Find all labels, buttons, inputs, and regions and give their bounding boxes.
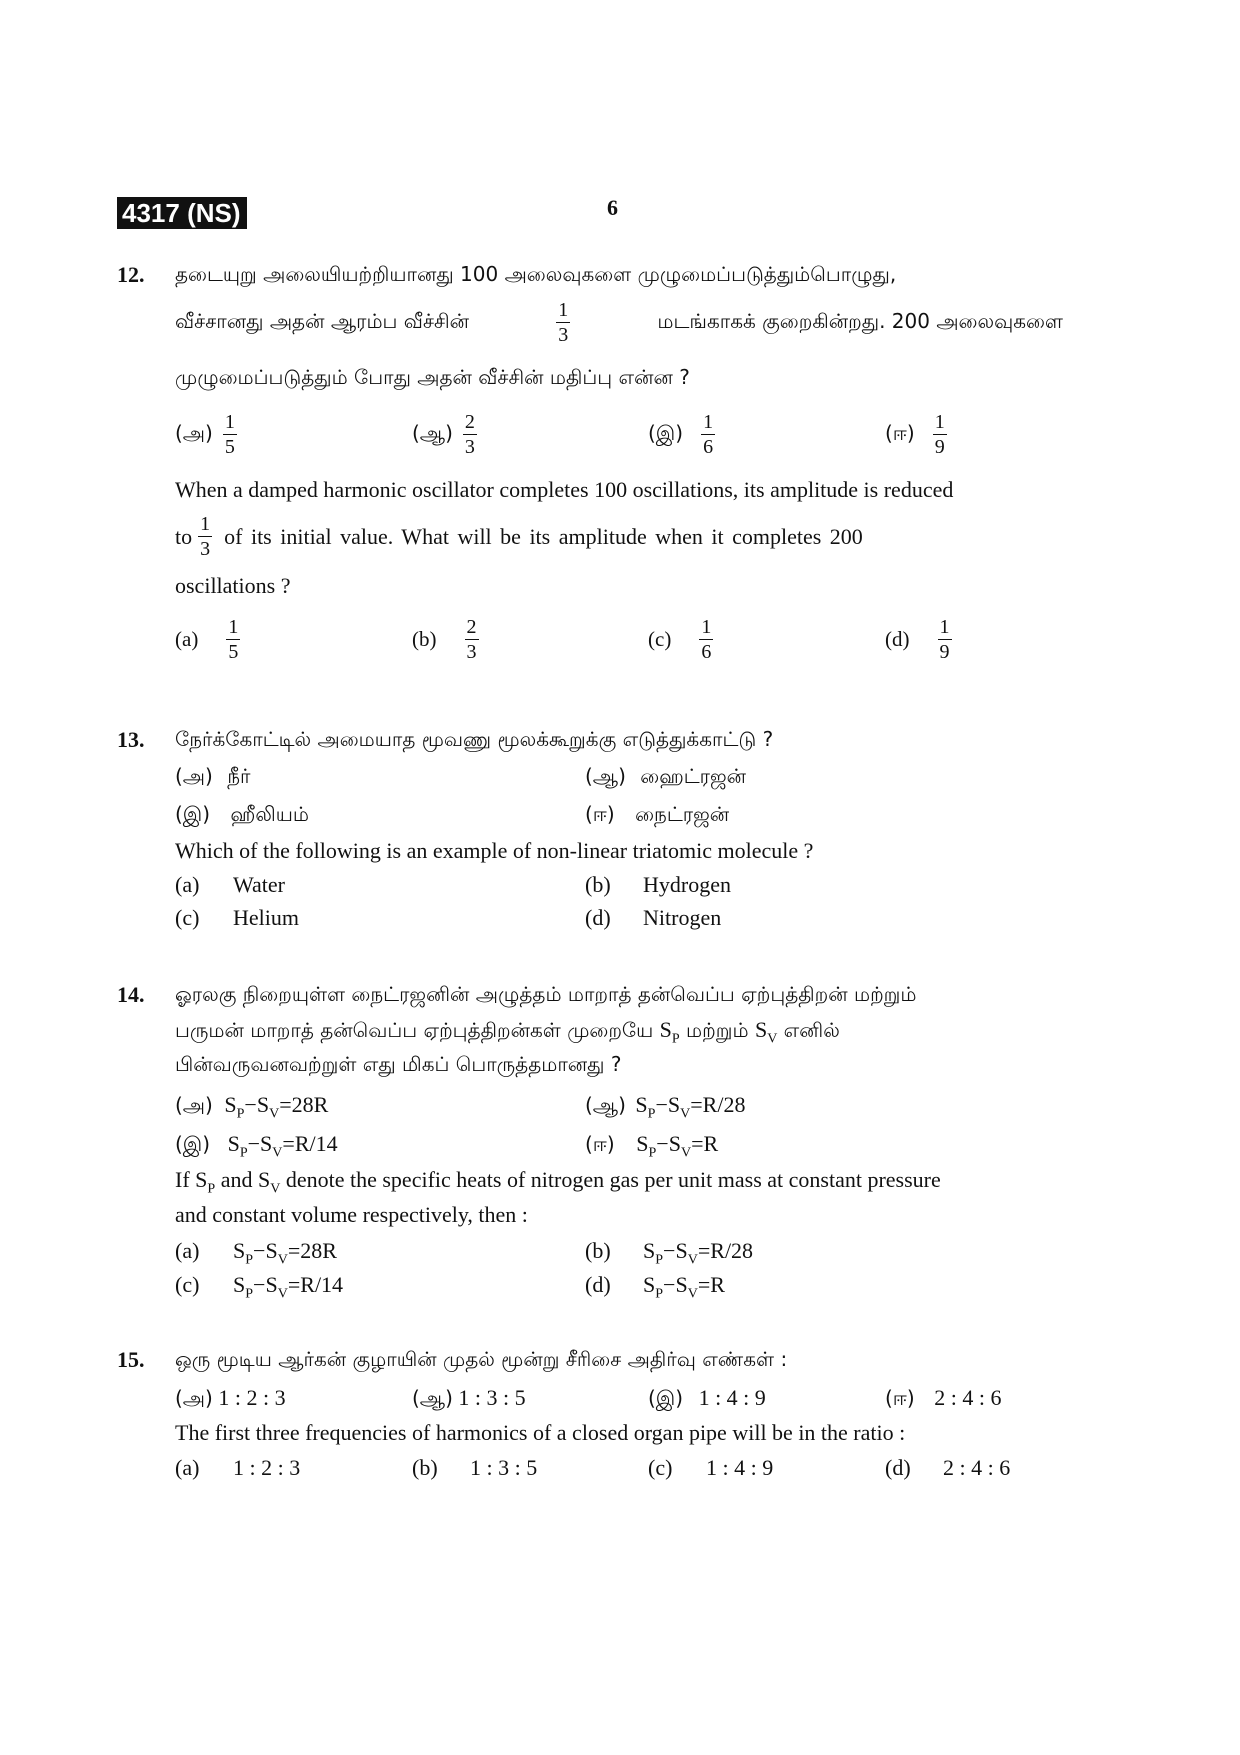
q13-en-option-c[interactable]: [175, 905, 299, 931]
option-label: (ஈ): [885, 1386, 915, 1410]
q14-tamil-text-2a: பருமன் மாறாத் தன்வெப்ப ஏற்புத்திறன்கள் முறையே: [175, 1018, 654, 1042]
option-text: ஹீலியம்: [230, 802, 309, 826]
option-text: 1 : 4 : 9: [706, 1455, 774, 1480]
option-label: (அ): [175, 421, 213, 445]
option-text: 1 : 3 : 5: [470, 1455, 538, 1480]
q12-english-fraction: [198, 512, 212, 561]
symbol-sp: $S_P$: [195, 1167, 216, 1197]
q12-en-option-a[interactable]: [175, 615, 244, 664]
option-text: Hydrogen: [643, 872, 731, 897]
option-label: (a): [175, 872, 200, 897]
q15-ta-option-1[interactable]: [175, 1385, 286, 1413]
q12-en-option-c[interactable]: [648, 615, 717, 664]
option-label: (ஈ): [585, 802, 615, 826]
q12-english-line-3: oscillations ?: [175, 573, 291, 598]
option-equation: $S_P-S_V=R$: [643, 1272, 725, 1302]
option-label: (ஆ): [585, 764, 626, 788]
option-text: 1 : 2 : 3: [218, 1385, 286, 1410]
q14-en-option-a[interactable]: [175, 1238, 337, 1268]
option-label: (d): [585, 905, 611, 930]
option-label: (ஆ): [585, 1093, 626, 1117]
q12-tamil-line-3: முழுமைப்படுத்தும் போது அதன் வீச்சின் மதிப்பு என்ன ?: [175, 365, 690, 389]
q12-english-text-2a: to: [175, 523, 193, 549]
q12-ta-option-3[interactable]: [648, 410, 719, 459]
q14-en-option-d[interactable]: [585, 1272, 725, 1302]
q15-en-option-b[interactable]: [412, 1455, 538, 1481]
q13-ta-option-2[interactable]: [585, 764, 746, 791]
option-label: (b): [412, 1455, 438, 1480]
option-text: 1 : 2 : 3: [233, 1455, 301, 1480]
option-fraction: [226, 615, 240, 664]
q14-english-line-1: [175, 1167, 941, 1197]
q13-english-question: Which of the following is an example of non-linear triatomic molecule ?: [175, 838, 814, 863]
option-label: (c): [648, 627, 672, 651]
q15-en-option-c[interactable]: [648, 1455, 774, 1481]
q13-ta-option-4[interactable]: [585, 802, 729, 829]
q14-ta-option-1[interactable]: [175, 1092, 328, 1122]
option-fraction: [938, 615, 952, 664]
question-number-13: 13.: [117, 727, 145, 752]
q13-en-option-d[interactable]: [585, 905, 722, 931]
q12-tamil-text-2a: வீச்சானது அதன் ஆரம்ப வீச்சின்: [175, 309, 470, 333]
option-label: (c): [648, 1455, 673, 1480]
option-label: (a): [175, 627, 199, 651]
q12-tamil-fraction: [556, 298, 570, 347]
q14-english-text-1b: and: [220, 1167, 253, 1192]
q15-english-question: The first three frequencies of harmonics of a closed organ pipe will be in the ratio :: [175, 1420, 906, 1445]
q15-en-option-d[interactable]: [885, 1455, 1011, 1481]
q14-ta-option-3[interactable]: [175, 1131, 338, 1161]
q12-english-text-2b: of its initial value. What will be its amplitude when it completes 200: [224, 523, 863, 549]
fraction-numerator: 1: [228, 616, 239, 638]
option-label: (அ): [175, 1386, 213, 1410]
q14-en-option-b[interactable]: [585, 1238, 754, 1268]
fraction-denominator: 3: [200, 538, 211, 560]
option-fraction: [223, 410, 237, 459]
symbol-sv: $S_V$: [754, 1017, 778, 1047]
option-label: (ஆ): [412, 1386, 453, 1410]
option-text: 1 : 4 : 9: [698, 1385, 766, 1410]
option-equation: $S_P-S_V=R/28$: [635, 1092, 746, 1122]
q15-ta-option-2[interactable]: [412, 1385, 526, 1413]
option-label: (b): [412, 627, 437, 651]
option-label: (b): [585, 1238, 611, 1263]
fraction-denominator: 6: [701, 641, 712, 663]
q12-english-line-1: When a damped harmonic oscillator completes 100 oscillations, its amplitude is reduced: [175, 477, 954, 502]
q15-ta-option-3[interactable]: [648, 1385, 766, 1413]
q13-ta-option-1[interactable]: [175, 764, 250, 791]
option-label: (d): [885, 627, 910, 651]
option-label: (c): [175, 1272, 200, 1297]
fraction-denominator: 5: [224, 436, 235, 458]
fraction-denominator: 3: [466, 641, 477, 663]
q13-en-option-a[interactable]: [175, 872, 285, 898]
option-label: (இ): [175, 802, 211, 826]
fraction-numerator: 1: [939, 616, 950, 638]
q14-tamil-line-3: பின்வருவனவற்றுள் எது மிகப் பொருத்தமானது ?: [175, 1052, 622, 1076]
option-fraction: [465, 615, 479, 664]
option-label: (அ): [175, 764, 213, 788]
fraction-denominator: 5: [228, 641, 239, 663]
q15-en-option-a[interactable]: [175, 1455, 301, 1481]
option-label: (ஆ): [412, 421, 453, 445]
option-fraction: [933, 410, 947, 459]
fraction-denominator: 3: [464, 436, 475, 458]
paper-code-badge: 4317 (NS): [117, 197, 247, 229]
option-label: (d): [885, 1455, 911, 1480]
option-fraction: [701, 410, 715, 459]
option-label: (c): [175, 905, 200, 930]
q12-tamil-line-1: [175, 262, 1063, 289]
option-equation: $S_P-S_V=28R$: [224, 1092, 329, 1122]
fraction-numerator: 1: [200, 513, 211, 535]
option-text: Nitrogen: [643, 905, 722, 930]
q14-tamil-line-2: [175, 1017, 840, 1047]
q14-tamil-text-2b: மற்றும்: [686, 1018, 749, 1042]
symbol-sv: $S_V$: [257, 1167, 281, 1197]
option-label: (இ): [648, 421, 684, 445]
page-number: 6: [607, 195, 618, 220]
option-text: நைட்ரஜன்: [635, 802, 730, 826]
option-label: (d): [585, 1272, 611, 1297]
option-text: 2 : 4 : 6: [943, 1455, 1011, 1480]
option-label: (இ): [175, 1132, 211, 1156]
fraction-denominator: 9: [934, 436, 945, 458]
option-text: Water: [233, 872, 285, 897]
option-label: (இ): [648, 1386, 684, 1410]
option-text: நீர்: [227, 764, 251, 788]
q12-tamil-text-2b: மடங்காகக் குறைகின்றது. 200 அலைவுகளை: [657, 309, 1063, 333]
option-equation: $S_P-S_V=28R$: [233, 1238, 337, 1268]
q12-ta-option-2[interactable]: [412, 410, 481, 459]
fraction-numerator: 1: [934, 411, 945, 433]
q12-ta-option-1[interactable]: [175, 410, 241, 459]
symbol-sp: $S_P$: [659, 1017, 680, 1047]
option-label: (b): [585, 872, 611, 897]
fraction-numerator: 1: [701, 616, 712, 638]
option-label: (a): [175, 1238, 200, 1263]
option-equation: $S_P-S_V=R/14$: [233, 1272, 344, 1302]
q14-english-text-1a: If: [175, 1167, 190, 1192]
fraction-denominator: 6: [703, 436, 714, 458]
option-text: ஹைட்ரஜன்: [640, 764, 747, 788]
q14-ta-option-2[interactable]: [585, 1092, 745, 1122]
q14-english-text-1c: denote the specific heats of nitrogen gas per unit mass at constant pressure: [285, 1167, 941, 1192]
fraction-numerator: 2: [464, 411, 475, 433]
option-fraction: [699, 615, 713, 664]
option-equation: $S_P-S_V=R/14$: [227, 1131, 338, 1161]
option-text: 2 : 4 : 6: [934, 1385, 1002, 1410]
fraction-numerator: 1: [558, 299, 569, 321]
option-text: Helium: [233, 905, 299, 930]
option-text: 1 : 3 : 5: [458, 1385, 526, 1410]
q12-en-option-b[interactable]: [412, 615, 483, 664]
q14-en-option-c[interactable]: [175, 1272, 344, 1302]
q13-tamil-question: நேர்க்கோட்டில் அமையாத மூவணு மூலக்கூறுக்கு எடுத்துக்காட்டு ?: [175, 727, 774, 751]
fraction-numerator: 1: [224, 411, 235, 433]
question-number-15: 15.: [117, 1347, 145, 1372]
option-label: (a): [175, 1455, 200, 1480]
option-label: (அ): [175, 1093, 213, 1117]
question-number-12: 12.: [117, 262, 145, 287]
q14-ta-option-4[interactable]: [585, 1131, 718, 1161]
q14-tamil-text-2c: எனில்: [783, 1018, 840, 1042]
q12-tamil-line-2: [175, 298, 1063, 347]
option-label: (ஈ): [585, 1132, 615, 1156]
q14-english-line-2: and constant volume respectively, then :: [175, 1202, 528, 1227]
option-equation: $S_P-S_V=R$: [636, 1131, 719, 1161]
fraction-numerator: 1: [703, 411, 714, 433]
q13-en-option-b[interactable]: [585, 872, 731, 898]
question-number-14: 14.: [117, 982, 145, 1007]
q14-tamil-line-1: ஓரலகு நிறையுள்ள நைட்ரஜனின் அழுத்தம் மாறாத் தன்வெப்ப ஏற்புத்திறன் மற்றும்: [175, 982, 917, 1006]
q12-en-option-d[interactable]: [885, 615, 956, 664]
q12-tamil-text-1: தடையுறு அலையியற்றியானது 100 அலைவுகளை முழுமைப்படுத்தும்பொழுது,: [175, 262, 897, 286]
q12-english-line-2: [175, 512, 1063, 561]
fraction-denominator: 9: [939, 641, 950, 663]
q12-ta-option-4[interactable]: [885, 410, 951, 459]
option-label: (ஈ): [885, 421, 915, 445]
option-fraction: [463, 410, 477, 459]
option-equation: $S_P-S_V=R/28$: [643, 1238, 754, 1268]
q15-tamil-question: ஒரு மூடிய ஆர்கன் குழாயின் முதல் மூன்று சீரிசை அதிர்வு எண்கள் :: [175, 1347, 788, 1371]
fraction-numerator: 2: [466, 616, 477, 638]
q15-ta-option-4[interactable]: [885, 1385, 1001, 1413]
fraction-denominator: 3: [558, 324, 569, 346]
q13-ta-option-3[interactable]: [175, 802, 309, 829]
